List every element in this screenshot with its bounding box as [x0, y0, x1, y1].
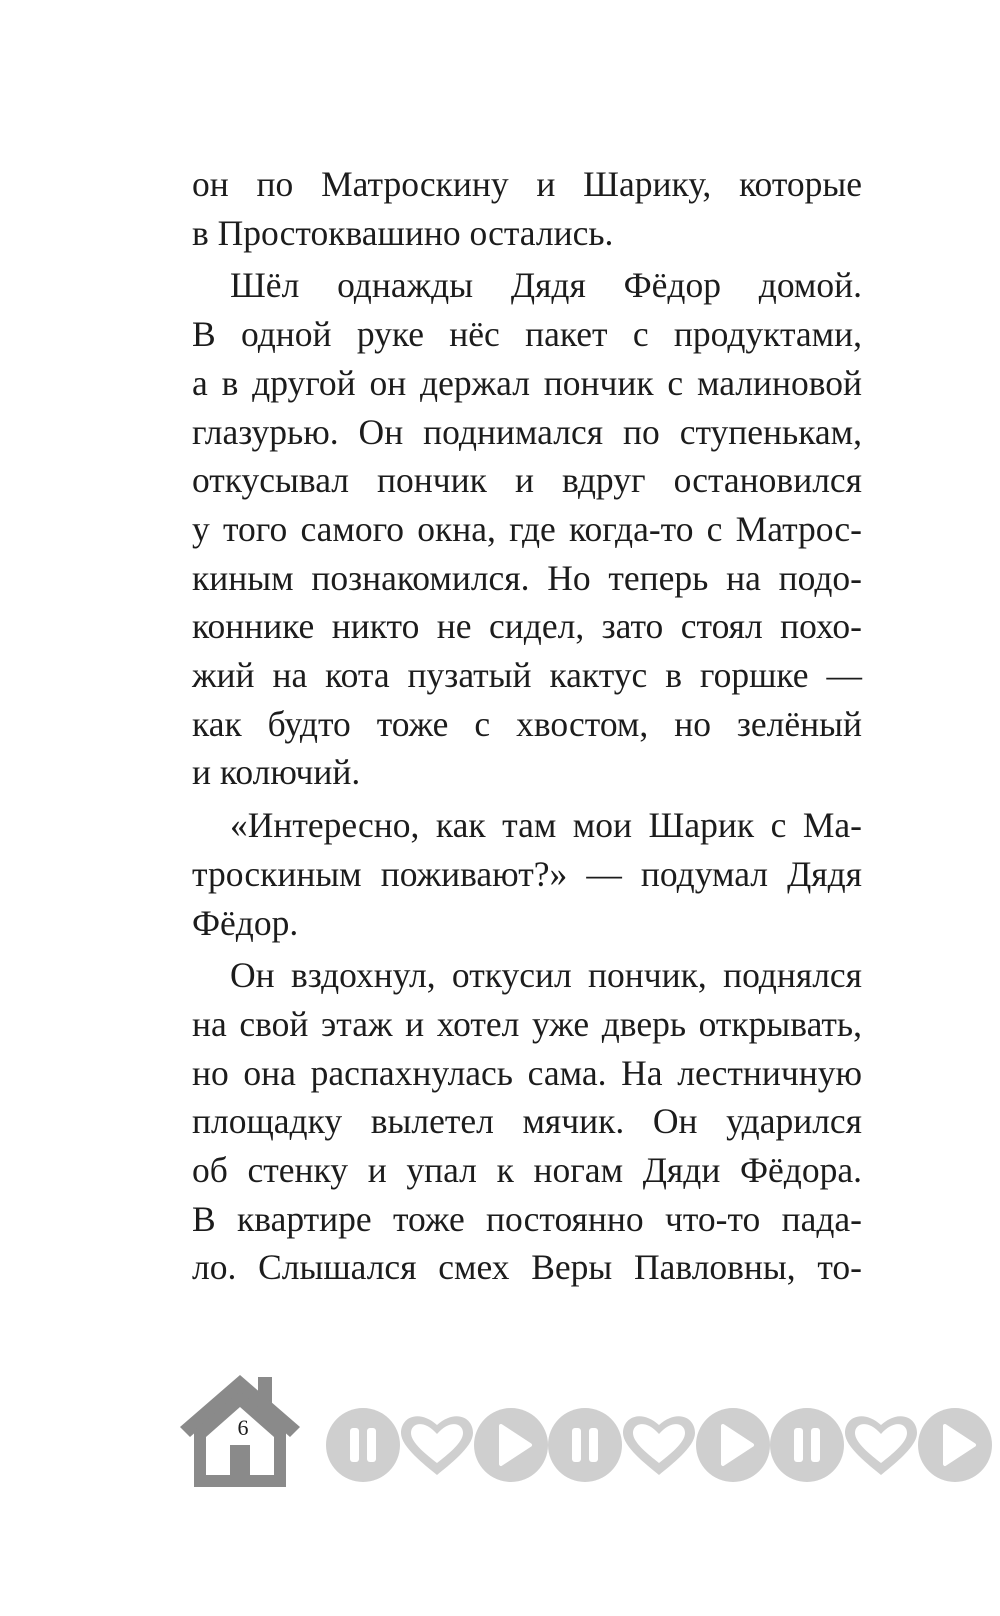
page-footer	[0, 1375, 1000, 1515]
book-page-text	[192, 160, 862, 1296]
play-circle-icon	[918, 1408, 992, 1482]
text-line: Он вздохнул, откусил пончик, поднялся	[230, 955, 862, 996]
play-circle-icon	[696, 1408, 770, 1482]
text-line: Фёдор.	[192, 902, 299, 943]
heart-icon	[845, 1416, 917, 1475]
paragraph	[192, 801, 862, 947]
text-line: жий на кота пузатый кактус в горшке —	[192, 655, 862, 696]
text-line: В квартире тоже постоянно что-то пада-	[192, 1198, 862, 1239]
text-line: он по Матроскину и Шарику, которые	[192, 164, 862, 204]
text-line: киным познакомился. Но теперь на подо-	[192, 557, 862, 598]
text-line: «Интересно, как там мои Шарик с Ма-	[230, 805, 862, 846]
text-line: на свой этаж и хотел уже дверь открывать,	[192, 1003, 862, 1044]
text-line: но она распахнулась сама. На лестничную	[192, 1052, 862, 1093]
paragraph	[192, 160, 862, 257]
text-line: откусывал пончик и вдруг остановился	[192, 460, 862, 501]
play-circle-icon	[474, 1408, 548, 1482]
text-line: ло. Слышался смех Веры Павловны, то-	[192, 1247, 862, 1288]
text-line: и колючий.	[192, 752, 361, 793]
text-line: В одной руке нёс пакет с продуктами,	[192, 314, 862, 355]
text-line: Шёл однажды Дядя Фёдор домой.	[230, 265, 862, 306]
page-number: 6	[237, 1415, 249, 1440]
paragraph	[192, 261, 862, 797]
text-line: в Простоквашино остались.	[192, 212, 614, 253]
text-line: площадку вылетел мячик. Он ударился	[192, 1101, 862, 1142]
heart-icon	[401, 1416, 473, 1475]
heart-icon	[623, 1416, 695, 1475]
pause-circle-icon	[770, 1408, 844, 1482]
text-line: коннике никто не сидел, зато стоял похо-	[192, 606, 862, 647]
text-line: как будто тоже с хвостом, но зелёный	[192, 703, 862, 744]
pause-circle-icon	[548, 1408, 622, 1482]
text-line: глазурью. Он поднимался по ступенькам,	[192, 411, 862, 452]
text-line: а в другой он держал пончик с малиновой	[192, 362, 862, 403]
paragraph	[192, 951, 862, 1292]
text-line: у того самого окна, где когда-то с Матрос-	[192, 508, 862, 549]
text-line: троскиным поживают?» — подумал Дядя	[192, 853, 862, 894]
pause-circle-icon	[326, 1408, 400, 1482]
ornament-row	[325, 1406, 1000, 1484]
text-line: об стенку и упал к ногам Дяди Фёдора.	[192, 1150, 862, 1191]
